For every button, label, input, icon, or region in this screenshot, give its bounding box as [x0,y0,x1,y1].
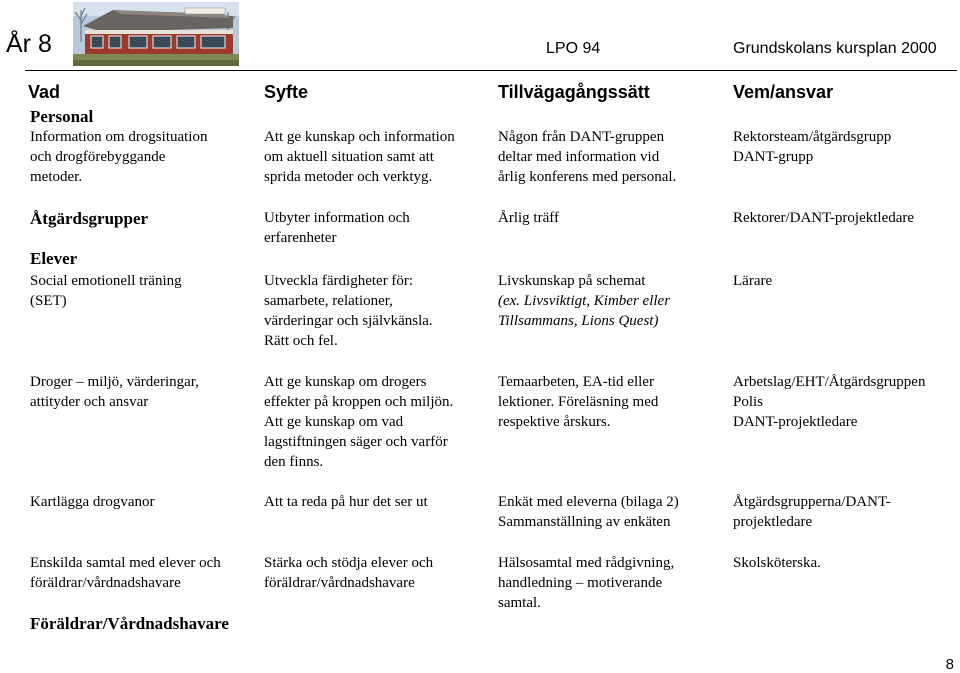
kartlagga-vad-cell: Kartlägga drogvanor [30,494,155,510]
set-syfte-cell: Utveckla färdigheter för: samarbete, relationer, värderingar och självkänsla. Rätt och fel. [264,273,433,349]
kartlagga-syfte-cell: Att ta reda på hur det ser ut [264,494,428,510]
set-tillvagagang-cell: Livskunskap på schemat [498,273,646,289]
samtal-syfte-cell: Stärka och stödja elever och föräldrar/vårdnadshavare [264,555,434,591]
atgard-syfte-cell: Utbyter information och erfarenheter [264,210,410,246]
column-header-vem: Vem/ansvar [733,82,834,102]
page-number: 8 [945,656,954,673]
header-divider [25,70,957,71]
kartlagga-tillvagagang-cell: Enkät med eleverna (bilaga 2) Sammanställning av enkäten [498,494,679,530]
info-syfte-cell: Att ge kunskap och information om aktuell situation samt att sprida metoder och verktyg. [264,129,455,185]
lpo-label: LPO 94 [546,40,601,57]
info-vem-cell: Rektorsteam/åtgärdsgrupp DANT-grupp [733,129,892,165]
section-heading-personal: Personal [30,107,94,126]
column-header-tillvagagang: Tillvägagångssätt [498,82,650,102]
kartlagga-vem-cell: Åtgärdsgrupperna/DANT- projektledare [733,494,891,530]
atgard-vem-cell: Rektorer/DANT-projektledare [733,210,915,226]
section-heading-elever: Elever [30,249,78,268]
column-header-syfte: Syfte [264,82,309,102]
droger-tillvagagang-cell: Temaarbeten, EA-tid eller lektioner. Föreläsning med respektive årskurs. [498,374,659,430]
atgard-vad-cell: Åtgärdsgrupper [30,209,149,228]
set-tillvagagang-note: (ex. Livsviktigt, Kimber eller Tillsammans, Lions Quest) [498,293,671,329]
droger-vad-cell: Droger – miljö, värderingar, attityder och ansvar [30,374,199,410]
samtal-tillvagagang-cell: Hälsosamtal med rådgivning, handledning – motiverande samtal. [498,555,675,611]
info-vad-cell: Information om drogsituation och drogförebyggande metoder. [30,129,208,185]
atgard-tillvagagang-cell: Årlig träff [498,210,559,226]
samtal-vem-cell: Skolsköterska. [733,555,821,571]
page-title: År 8 [6,30,52,58]
samtal-vad-cell: Enskilda samtal med elever och föräldrar/vårdnadshavare [30,555,221,591]
section-heading-foraldrar: Föräldrar/Vårdnadshavare [30,614,229,633]
set-vem-cell: Lärare [733,273,773,289]
droger-vem-cell: Arbetslag/EHT/Åtgärdsgruppen Polis DANT-projektledare [733,374,926,430]
droger-syfte-cell: Att ge kunskap om drogers effekter på kroppen och miljön. Att ge kunskap om vad lagstiftningen säger och varför den finns. [264,374,454,470]
school-building-photo [73,2,239,66]
info-tillvagagang-cell: Någon från DANT-gruppen deltar med information vid årlig konferens med personal. [498,129,677,185]
curriculum-label: Grundskolans kursplan 2000 [733,40,937,57]
column-header-vad: Vad [28,82,61,102]
set-vad-cell: Social emotionell träning (SET) [30,273,182,309]
